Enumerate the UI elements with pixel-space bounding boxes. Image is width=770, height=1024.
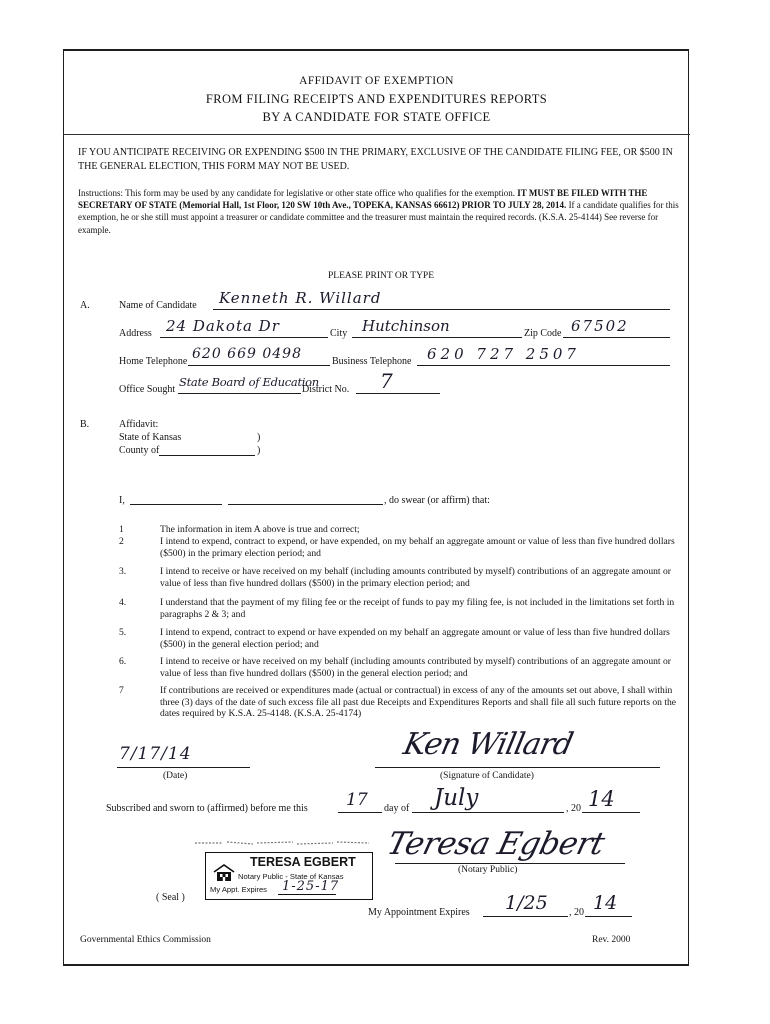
form-title-line-1: AFFIDAVIT OF EXEMPTION — [299, 75, 454, 87]
affirm-prefix: I, — [119, 495, 125, 506]
appointment-year-value: 14 — [593, 892, 618, 914]
address-value: 24 Dakota Dr — [166, 317, 280, 335]
stamp-expires-value: 1-25-17 — [282, 879, 340, 894]
statement-number: 1 — [119, 524, 124, 535]
address-field — [160, 317, 328, 338]
affiant-name-field-2 — [228, 487, 383, 505]
year-prefix: , 20 — [566, 803, 581, 814]
instructions-paragraph — [78, 187, 684, 236]
month-field — [412, 785, 564, 813]
instructions-intro: Instructions: This form may be used by any candidate for legislative or other state office who qualifies for the exemption. — [78, 188, 516, 198]
statement-text: I intend to receive or have received on my behalf (including amounts contributed by myself) contributions of an aggregate amount or value of less than five hundred dollars ($500) in the primary election period; and — [160, 566, 671, 589]
year-value: 14 — [588, 787, 615, 811]
appointment-year-field — [585, 892, 632, 917]
instructions-note: If a candidate qualifies for this exemption, he or she still must appoint a treasurer or candidate committee and the treasurer must maintain the required records. (K.S.A. 25-4144) See reverse for example. — [78, 200, 679, 235]
affidavit-label: Affidavit: — [119, 419, 159, 430]
section-a-marker: A. — [80, 300, 90, 311]
district-no-label: District No. — [302, 384, 350, 395]
stamp-expires-label: My Appt. Expires — [210, 885, 267, 894]
form-title-line-3: BY A CANDIDATE FOR STATE OFFICE — [262, 110, 491, 124]
form-title-line-2: FROM FILING RECEIPTS AND EXPENDITURES REPORTS — [205, 92, 548, 106]
home-telephone-value: 620 669 0498 — [192, 346, 302, 362]
business-telephone-label: Business Telephone — [332, 356, 412, 367]
home-telephone-field — [188, 348, 330, 366]
year-field — [582, 787, 640, 813]
statement-number: 7 — [119, 685, 124, 696]
stamp-notary-title: Notary Public - State of Kansas — [238, 872, 344, 881]
seal-label: ( Seal ) — [156, 892, 185, 903]
statement-number: 5. — [119, 627, 127, 638]
business-telephone-field — [417, 345, 670, 366]
stamp-notary-name: TERESA EGBERT — [250, 855, 356, 869]
day-value: 17 — [346, 790, 368, 810]
statement-number: 2 — [119, 536, 124, 547]
city-value: Hutchinson — [362, 317, 450, 335]
notary-public-label: (Notary Public) — [458, 865, 518, 875]
statement-text: I intend to expend, contract to expend or have expended on my behalf an aggregate amount or value of less than five hundred dollars ($500) in the general election period; and — [160, 627, 670, 650]
candidate-signature: Ken Willard — [400, 727, 576, 762]
city-label: City — [330, 328, 348, 339]
footer-revision: Rev. 2000 — [592, 935, 631, 945]
warning-text: IF YOU ANTICIPATE RECEIVING OR EXPENDING $500 IN THE PRIMARY, EXCLUSIVE OF THE CANDIDATE FILING FEE, OR $500 IN THE GENERAL ELECTION, THIS FORM MAY NOT BE USED. — [78, 147, 673, 172]
subscribed-statement: Subscribed and sworn to (affirmed) before me this — [106, 803, 308, 814]
day-of-label: day of — [384, 803, 410, 814]
state-of-kansas-label: State of Kansas — [119, 432, 182, 443]
business-telephone-value: 620 727 2507 — [427, 345, 580, 363]
day-field — [338, 790, 382, 813]
notary-house-icon — [213, 864, 235, 882]
section-b-marker: B. — [80, 419, 90, 430]
zip-code-field — [563, 317, 670, 338]
statement-text: The information in item A above is true and correct; — [160, 524, 360, 535]
office-sought-label: Office Sought — [119, 384, 176, 395]
statement-number: 3. — [119, 566, 127, 577]
affiant-name-field-1 — [130, 487, 222, 505]
statement-number: 6. — [119, 656, 127, 667]
county-field — [159, 443, 255, 456]
candidate-name-label: Name of Candidate — [119, 300, 197, 311]
stamp-expires-line — [278, 894, 336, 895]
candidate-name-value: Kenneth R. Willard — [219, 289, 382, 307]
city-field — [352, 317, 522, 338]
statement-text: I intend to receive or have received on my behalf (including amounts contributed by myself) contributions of an aggregate amount or value of less than five hundred dollars ($500) in the general election period; and — [160, 656, 671, 679]
county-label: County of — [119, 445, 160, 456]
zip-code-label: Zip Code — [524, 328, 562, 339]
venue-bracket-county: ) — [257, 445, 261, 456]
statement-number: 4. — [119, 597, 127, 608]
candidate-signature-line — [375, 767, 660, 768]
notary-signature: Teresa Egbert — [383, 826, 608, 862]
header-divider — [63, 134, 690, 135]
print-notice: PLEASE PRINT OR TYPE — [328, 271, 435, 281]
appointment-year-prefix: , 20 — [569, 907, 584, 918]
candidate-signature-label: (Signature of Candidate) — [440, 771, 534, 781]
instructions-filing-requirement: IT MUST BE FILED WITH THE SECRETARY OF STATE (Memorial Hall, 1st Floor, 120 SW 10th Ave., TOPEKA, KANSAS 66612) PRIOR TO JULY 28, 2014. — [78, 188, 648, 211]
district-no-field — [356, 369, 440, 394]
appointment-expires-label: My Appointment Expires — [368, 907, 470, 918]
district-no-value: 7 — [380, 369, 393, 393]
home-telephone-label: Home Telephone — [119, 356, 188, 367]
embossed-seal-impression — [193, 838, 373, 848]
appointment-expires-value: 1/25 — [505, 892, 548, 914]
notary-stamp — [205, 852, 373, 900]
notary-signature-line — [395, 863, 625, 864]
office-sought-field — [178, 375, 319, 394]
appointment-expires-field — [483, 892, 568, 917]
date-label: (Date) — [163, 771, 188, 781]
office-sought-value: State Board of Education — [179, 375, 319, 389]
address-label: Address — [119, 328, 152, 339]
month-value: July — [434, 785, 479, 811]
statement-text: I understand that the payment of my filing fee or the receipt of funds to pay my filing fee, is not included in the limitations set forth in paragraphs 2 & 3; and — [160, 597, 675, 620]
affirm-suffix: , do swear (or affirm) that: — [384, 495, 490, 506]
candidate-name-field — [213, 289, 670, 310]
footer-agency: Governmental Ethics Commission — [80, 935, 211, 945]
statement-text: I intend to expend, contract to expend, or have expended, on my behalf an aggregate amount or value of less than five hundred dollars ($500) in the primary election period; and — [160, 536, 675, 559]
venue-bracket-state: ) — [257, 432, 261, 443]
date-line — [117, 767, 250, 768]
statement-text: If contributions are received or expenditures made (actual or contractual) in excess of any of the amounts set out above, I shall within three (3) days of the date of such excess file all past due Receipts and Expenditures Reports and shall file all such future reports on the dates required by K.S.A. 25-4148. (K.S.A. 25-4174) — [160, 685, 677, 720]
date-value: 7/17/14 — [119, 744, 192, 764]
zip-code-value: 67502 — [571, 317, 629, 335]
